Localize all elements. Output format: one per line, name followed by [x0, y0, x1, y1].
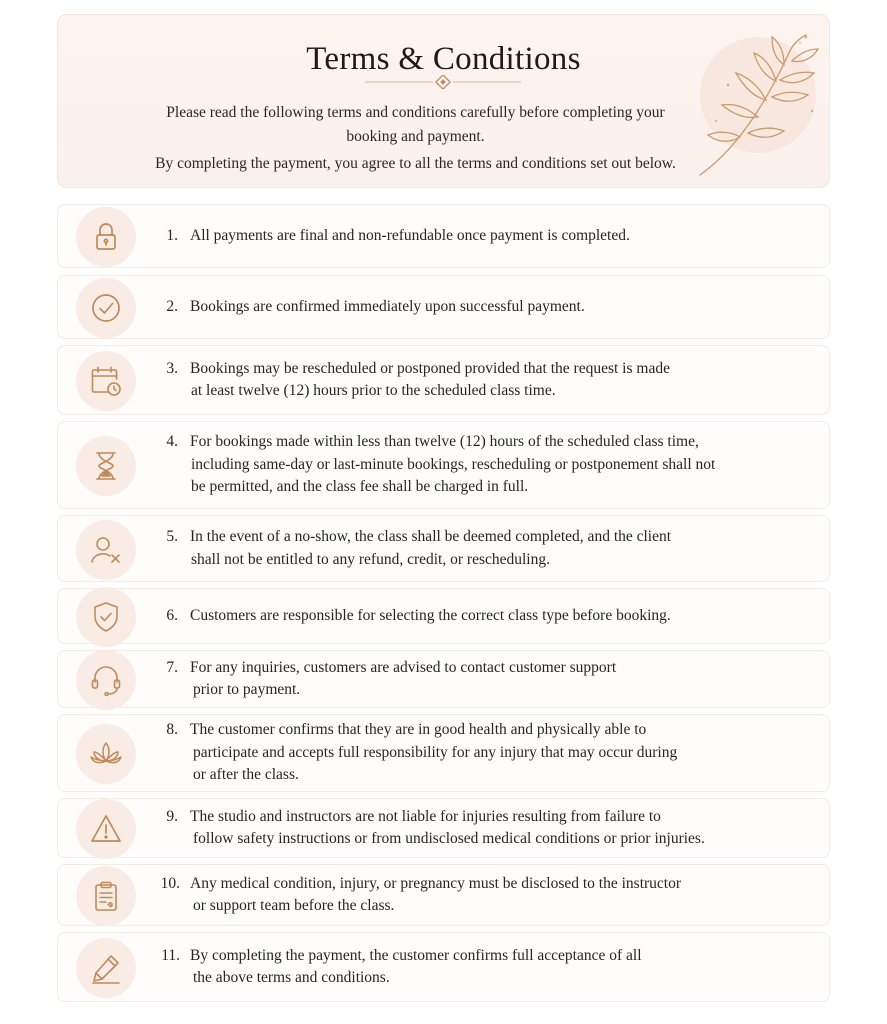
term-number: 6.	[166, 606, 178, 624]
lotus-icon	[76, 724, 136, 784]
term-row	[57, 515, 830, 582]
term-text-line: In the event of a no-show, the class shall be deemed completed, and the client	[190, 528, 672, 545]
term-text-line: or support team before the class.	[193, 897, 395, 914]
intro-line-3: By completing the payment, you agree to all the terms and conditions set out below.	[155, 155, 676, 172]
term-number: 11.	[161, 946, 180, 964]
term-row	[57, 798, 830, 858]
calendar-clock-icon	[76, 351, 136, 411]
term-text-line: including same-day or last-minute bookings, rescheduling or postponement shall not	[191, 455, 716, 473]
term-number: 8.	[166, 721, 178, 739]
check-circle-icon	[76, 278, 136, 338]
term-row	[57, 932, 830, 1002]
term-text-line: By completing the payment, the customer confirms full acceptance of all	[190, 946, 642, 964]
term-text-line: All payments are final and non-refundable once payment is completed.	[190, 226, 630, 244]
term-text-line: at least twelve (12) hours prior to the scheduled class time.	[191, 382, 556, 399]
ornament-divider-icon	[363, 75, 523, 89]
term-row	[57, 714, 830, 792]
lock-icon	[76, 207, 136, 267]
term-text-line: prior to payment.	[193, 681, 301, 698]
term-text-line: shall not be entitled to any refund, credit, or rescheduling.	[191, 550, 550, 568]
term-row	[57, 275, 830, 339]
intro-line-2: booking and payment.	[346, 128, 485, 145]
term-row	[57, 204, 830, 268]
pen-icon	[76, 938, 136, 998]
clipboard-icon	[76, 866, 136, 926]
leaf-branch-icon	[688, 25, 828, 185]
hourglass-icon	[76, 436, 136, 496]
term-row	[57, 650, 830, 708]
term-number: 7.	[166, 658, 178, 676]
term-text-line: The studio and instructors are not liable for injuries resulting from failure to	[190, 807, 661, 825]
intro-line-1: Please read the following terms and conditions carefully before completing your	[166, 104, 665, 121]
shield-check-icon	[76, 587, 136, 647]
term-text-line: Bookings are confirmed immediately upon successful payment.	[190, 297, 585, 315]
term-text-line: The customer confirms that they are in good health and physically able to	[190, 721, 647, 739]
term-text-line: Bookings may be rescheduled or postponed provided that the request is made	[190, 359, 670, 377]
term-text-line: Any medical condition, injury, or pregnancy must be disclosed to the instructor	[190, 874, 682, 892]
term-row	[57, 421, 830, 509]
headset-icon	[76, 650, 136, 710]
warning-icon	[76, 799, 136, 859]
term-number: 2.	[166, 297, 178, 315]
term-text-line: follow safety instructions or from undisclosed medical conditions or prior injuries.	[193, 830, 705, 847]
term-row	[57, 345, 830, 415]
term-number: 3.	[166, 359, 178, 377]
term-number: 10.	[160, 874, 180, 892]
term-text-line: participate and accepts full responsibility for any injury that may occur during	[193, 743, 678, 761]
term-text-line: For bookings made within less than twelve (12) hours of the scheduled class time,	[190, 433, 699, 451]
page-title: Terms & Conditions	[306, 41, 581, 77]
term-text-line: be permitted, and the class fee shall be charged in full.	[191, 478, 529, 496]
term-text-line: the above terms and conditions.	[193, 969, 390, 986]
term-row	[57, 588, 830, 644]
term-row	[57, 864, 830, 926]
term-text-line: or after the class.	[193, 766, 299, 784]
term-number: 1.	[166, 226, 178, 244]
term-number: 9.	[166, 807, 178, 825]
term-text-line: Customers are responsible for selecting the correct class type before booking.	[190, 606, 671, 624]
term-number: 4.	[166, 433, 178, 451]
term-text-line: For any inquiries, customers are advised to contact customer support	[190, 658, 617, 676]
user-x-icon	[76, 520, 136, 580]
term-number: 5.	[166, 528, 178, 545]
terms-header	[57, 14, 830, 188]
